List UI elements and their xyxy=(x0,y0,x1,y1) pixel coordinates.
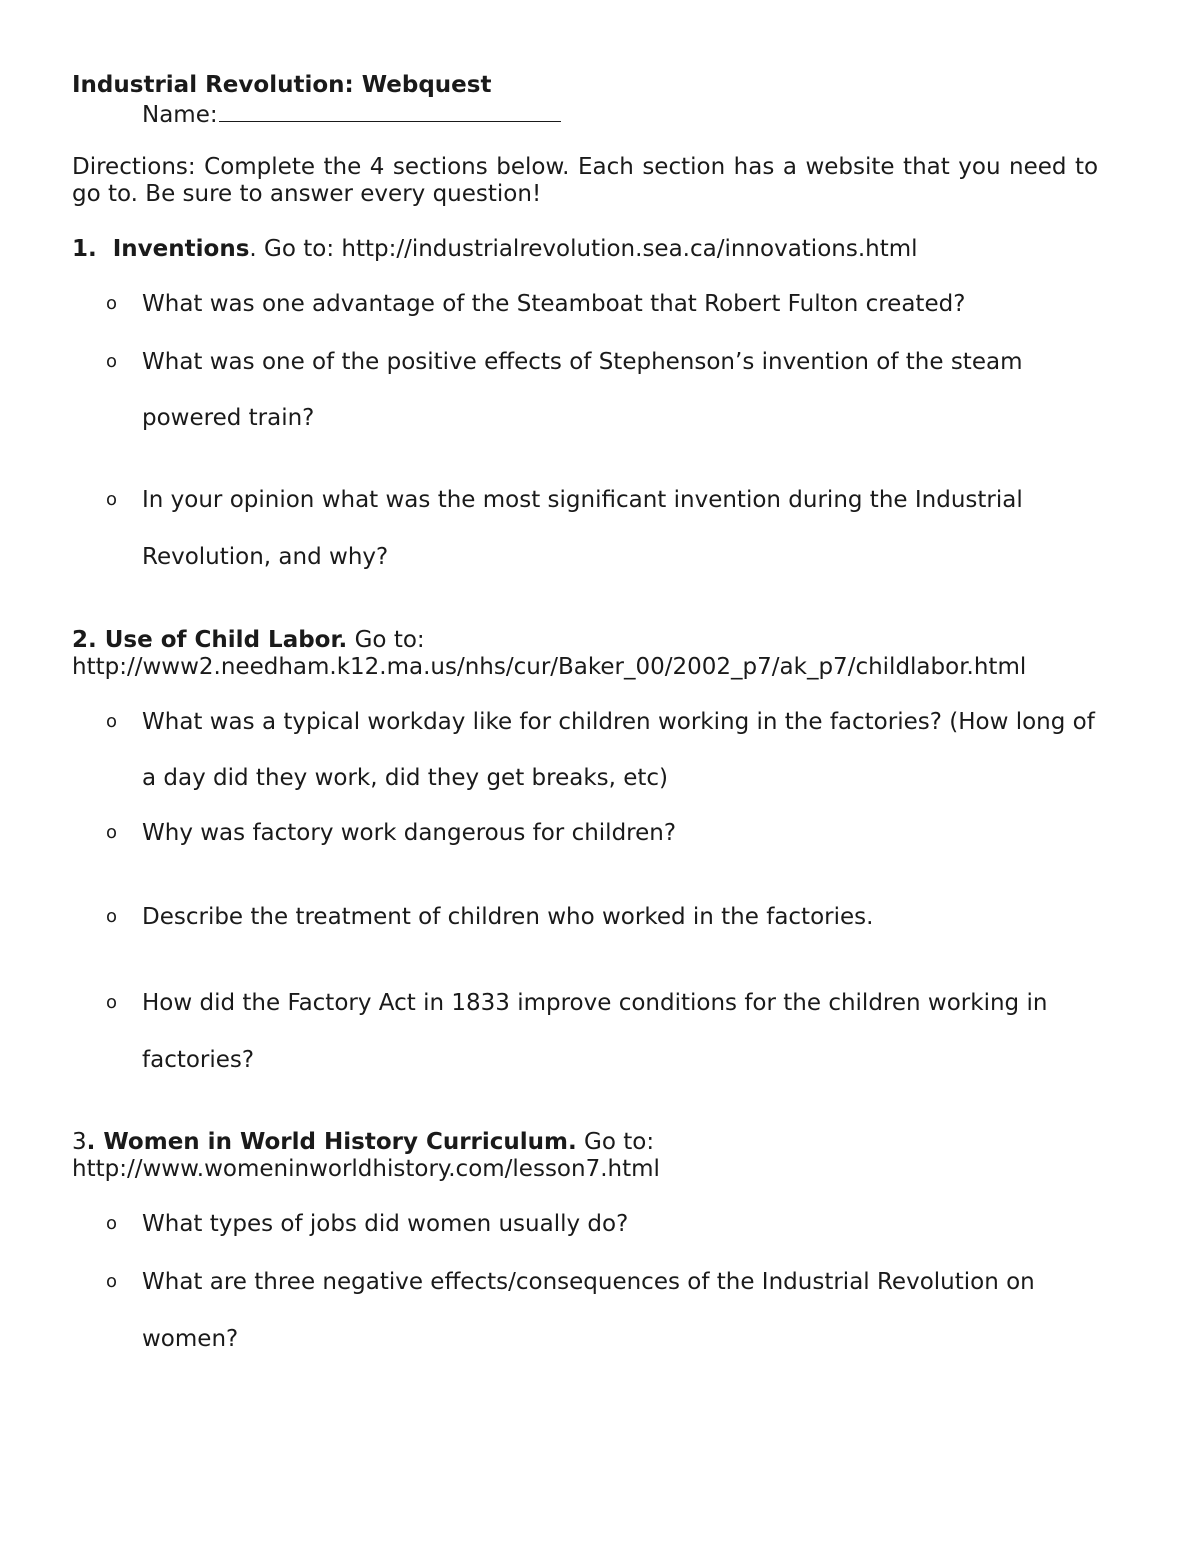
section-3-number: 3 xyxy=(72,1129,87,1155)
s1-question-1: What was one advantage of the Steamboat that Robert Fulton created? xyxy=(142,291,966,317)
bullet-icon: o xyxy=(106,351,118,372)
directions-line-1: Directions: Complete the 4 sections below. Each section has a website that you need to xyxy=(72,154,1099,180)
s2-question-1-line-1: What was a typical workday like for children working in the factories? (How long of xyxy=(142,709,1095,735)
section-1-title: Inventions xyxy=(112,236,250,262)
s2-question-3: Describe the treatment of children who worked in the factories. xyxy=(142,904,874,930)
bullet-icon: o xyxy=(106,822,118,843)
s1-question-3-line-1: In your opinion what was the most significant invention during the Industrial xyxy=(142,487,1023,513)
page-title: Industrial Revolution: Webquest xyxy=(72,72,492,98)
bullet-icon: o xyxy=(106,1271,118,1292)
s2-question-4-line-1: How did the Factory Act in 1833 improve conditions for the children working in xyxy=(142,990,1048,1016)
s2-question-2: Why was factory work dangerous for children? xyxy=(142,820,677,846)
section-1-heading xyxy=(72,235,918,263)
section-2-number: 2 xyxy=(72,627,89,653)
section-2-heading xyxy=(72,626,425,654)
section-3-heading xyxy=(72,1128,654,1156)
name-blank[interactable] xyxy=(219,99,561,122)
s3-question-1: What types of jobs did women usually do? xyxy=(142,1211,629,1237)
bullet-icon: o xyxy=(106,906,118,927)
s1-question-2-line-2: powered train? xyxy=(142,405,315,431)
directions-line-2: go to. Be sure to answer every question! xyxy=(72,181,542,207)
bullet-icon: o xyxy=(106,711,118,732)
bullet-icon: o xyxy=(106,992,118,1013)
bullet-icon: o xyxy=(106,489,118,510)
s1-question-2-line-1: What was one of the positive effects of Stephenson’s invention of the steam xyxy=(142,349,1023,375)
s3-question-2-line-1: What are three negative effects/consequences of the Industrial Revolution on xyxy=(142,1269,1035,1295)
section-3-title: . Women in World History Curriculum. xyxy=(86,1129,577,1155)
section-1-number: 1. xyxy=(72,236,97,262)
s2-question-4-line-2: factories? xyxy=(142,1047,255,1073)
name-field-row xyxy=(142,99,561,129)
s2-question-1-line-2: a day did they work, did they get breaks, etc) xyxy=(142,765,669,791)
s1-question-3-line-2: Revolution, and why? xyxy=(142,544,389,570)
section-1-link[interactable]: . Go to: http://industrialrevolution.sea.ca/innovations.html xyxy=(249,236,918,262)
section-2-goto: Go to: xyxy=(347,627,425,653)
section-2-title: . Use of Child Labor. xyxy=(88,627,348,653)
bullet-icon: o xyxy=(106,293,118,314)
section-2-link[interactable]: http://www2.needham.k12.ma.us/nhs/cur/Baker_00/2002_p7/ak_p7/childlabor.html xyxy=(72,654,1027,680)
section-3-goto: Go to: xyxy=(576,1129,655,1155)
s3-question-2-line-2: women? xyxy=(142,1326,239,1352)
bullet-icon: o xyxy=(106,1213,118,1234)
name-label: Name: xyxy=(142,102,218,128)
section-3-link[interactable]: http://www.womeninworldhistory.com/lesson7.html xyxy=(72,1156,660,1182)
